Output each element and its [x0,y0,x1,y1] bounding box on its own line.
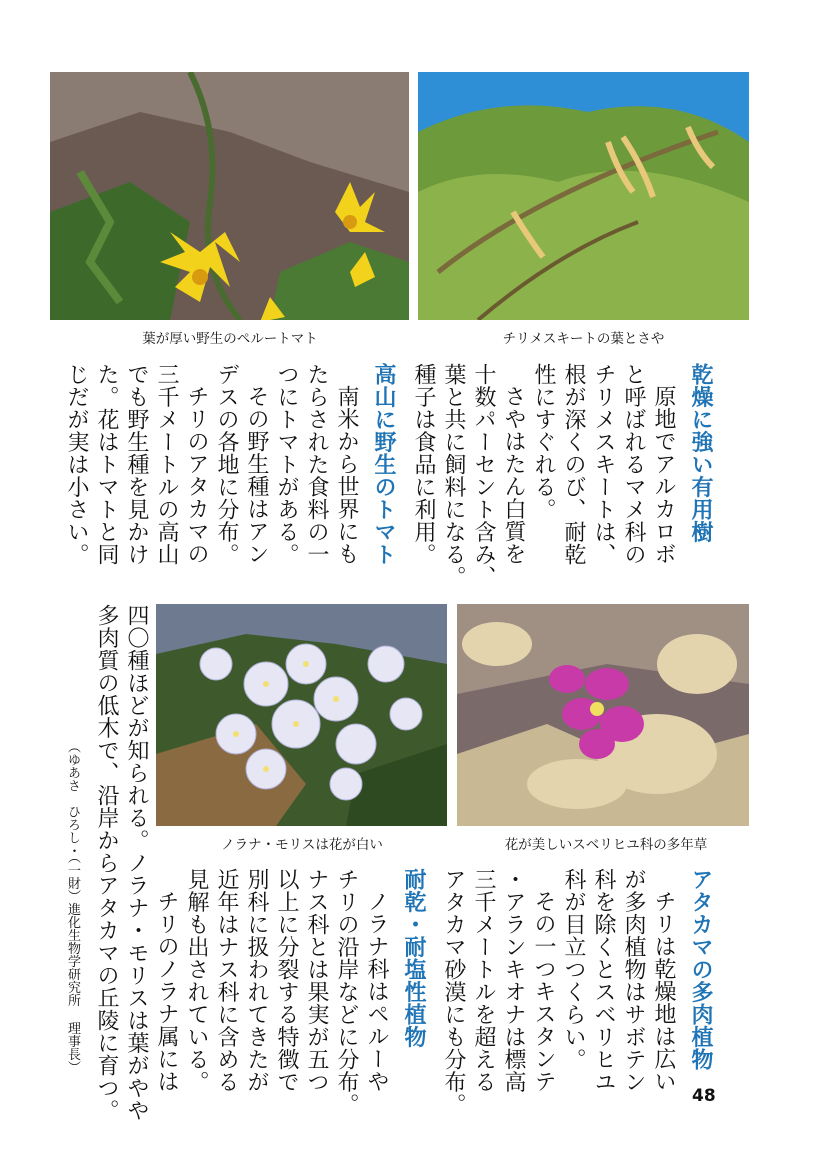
text-line: でも野生種を見かけ [124,363,149,566]
text-line: 原地でアルカロボ [651,385,676,565]
text-line: チリメスキートは、 [591,363,616,566]
text-line: ノラナ科はペルーや [364,890,389,1093]
text-line: 別科に扱われてきたが [244,868,269,1093]
photo-chilean-mesquite [418,72,749,320]
photo-bottom-right-caption: 花が美しいスベリヒユ科の多年草 [504,837,708,853]
text-line: 科を除くとスベリヒユ [591,868,616,1093]
text-line: チリのアタカマの [184,385,209,565]
text-line: アタカマ砂漠にも分布。 [441,868,466,1116]
author-credit: （ゆあさ ひろし・（一財）進化生物学研究所 理事長） [65,740,80,1074]
text-line: じだが実は小さい。 [64,363,89,566]
text-line: 近年はナス科に含める [214,868,239,1093]
text-line: その一つキスタンテ [531,890,556,1093]
photo-bottom-left-caption: ノラナ・モリスは花が白い [221,837,383,853]
section-heading-drought-trees: 乾燥に強い有用樹 [688,363,714,543]
text-line: デスの各地に分布。 [214,363,239,566]
text-line: ナス科とは果実が五つ [304,868,329,1093]
photo-right-caption: チリメスキートの葉とさや [502,331,665,347]
text-line: が多肉植物はサボテン [621,868,646,1093]
text-line: 十数パーセント含み、 [471,363,496,588]
text-line: た。花はトマトと同 [94,363,119,566]
text-line: 三千メートルの高山 [154,363,179,566]
text-line: 多肉質の低木で、沿岸からアタカマの丘陵に育つ。 [94,604,119,1122]
text-line: たらされた食料の一 [304,363,329,566]
section-heading-wild-tomato: 高山に野生のトマト [371,363,397,566]
text-line: 科が目立つくらい。 [561,868,586,1071]
photo-portulacaceae-perennial [457,604,749,826]
text-line: ・アランキオナは標高 [501,868,526,1093]
text-line: その野生種はアン [244,385,269,565]
text-line: 種子は食品に利用。 [411,363,436,566]
text-line: 根が深くのび、耐乾 [561,363,586,566]
section-heading-atacama-succulents: アタカマの多肉植物 [688,868,714,1071]
text-line: 性にすぐれる。 [531,363,556,521]
page-number: 48 [692,1086,716,1106]
text-line: つにトマトがある。 [274,363,299,566]
photo-left-caption: 葉が厚い野生のペルートマト [142,331,318,347]
photo-nolana-mollis [156,604,447,826]
photo-peru-tomato [50,72,409,320]
text-line: チリは乾燥地は広い [651,890,676,1093]
text-line: 三千メートルを超える [471,868,496,1093]
text-line: 葉と共に飼料になる。 [441,363,466,588]
text-line: 見解も出されている。 [184,868,209,1093]
text-line: 四〇種ほどが知られる。ノラナ・モリスは葉がやや [124,604,149,1122]
text-line: 南米から世界にも [334,385,359,565]
text-line: と呼ばれるマメ科の [621,363,646,566]
text-line: 以上に分裂する特徴で [274,868,299,1093]
text-line: チリの沿岸などに分布。 [334,868,359,1116]
text-line: さやはたん白質を [501,385,526,565]
section-heading-drought-salt-tolerant: 耐乾・耐塩性植物 [401,868,427,1048]
text-line: チリのノラナ属には [154,890,179,1093]
